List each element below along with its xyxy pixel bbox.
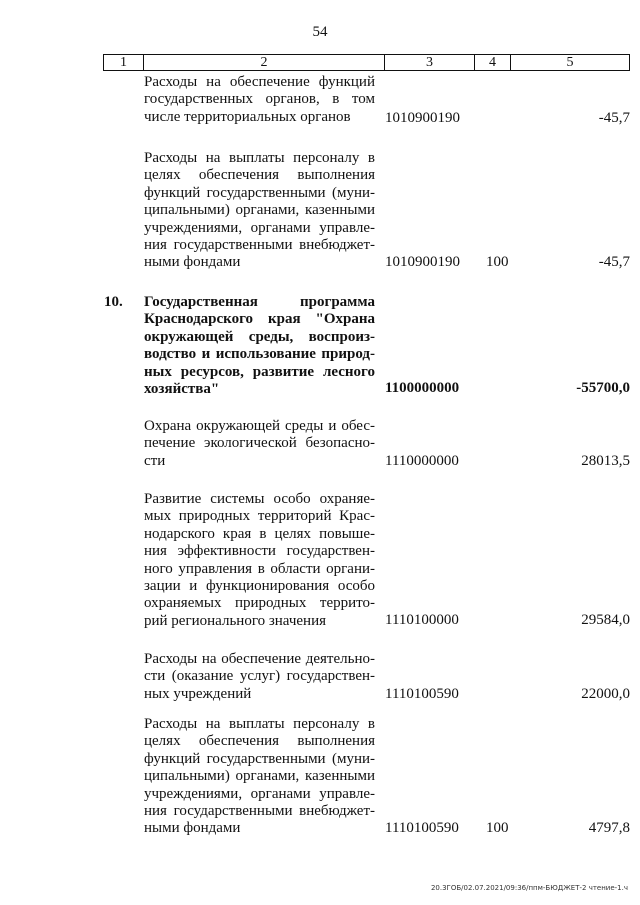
- row-description: Охрана окружающей среды и обес- печение экологической безопасно- сти: [144, 418, 375, 469]
- page-number: 54: [312, 24, 328, 40]
- row-code: 1110100000: [385, 612, 459, 628]
- row-description: Расходы на выплаты персоналу в целях обеспечения выполнения функций государственными (муни- ципальными) органами, казенными учреждениями, органами управле- ния государственными внебюджет- ными фондами: [144, 716, 375, 837]
- row-amount: 28013,5: [581, 453, 630, 469]
- row-amount: 4797,8: [588, 820, 630, 836]
- row-code: 1010900190: [385, 110, 460, 126]
- row-code: 1100000000: [385, 380, 460, 396]
- row-amount: -45,7: [598, 110, 630, 126]
- column-header-1: 1: [104, 55, 144, 70]
- row-type: 100: [486, 254, 509, 270]
- row-type: 100: [486, 820, 509, 836]
- row-description: Расходы на выплаты персоналу в целях обеспечения выполнения функций государственными (муни- ципальными) органами, казенными учреждениями, органами управле- ния государственными внебюджет- ными фондами: [144, 150, 375, 271]
- column-header-row: [103, 54, 630, 71]
- row-code: 1110100590: [385, 820, 459, 836]
- row-amount: -45,7: [598, 254, 630, 270]
- row-number: 10.: [104, 294, 123, 310]
- document-footer-code: 20.3ГОБ/02.07.2021/09:36/ппм-БЮДЖЕТ-2 чтение-1.ч: [430, 884, 628, 892]
- row-code: 1010900190: [385, 254, 460, 270]
- column-header-2: 2: [144, 55, 385, 70]
- row-description: Расходы на обеспечение функций государственных органов, в том числе территориальных органов: [144, 74, 375, 125]
- row-description: Развитие системы особо охраняе- мых природных территорий Крас- нодарского края в целях повыше- ния эффективности государствен- ного управления в области органи- зации и функционирования особо охраняемых природных террито- рий регионального значения: [144, 491, 375, 629]
- column-header-4: 4: [475, 55, 511, 70]
- row-code: 1110000000: [385, 453, 459, 469]
- row-description: Государственная программа Краснодарского края "Охрана окружающей среды, воспроиз- водство и использование природ- ных ресурсов, развитие лесного хозяйства": [144, 294, 375, 398]
- column-header-3: 3: [385, 55, 475, 70]
- row-amount: -55700,0: [576, 380, 630, 396]
- row-description: Расходы на обеспечение деятельно- сти (оказание услуг) государствен- ных учреждений: [144, 651, 375, 702]
- column-header-5: 5: [566, 55, 574, 70]
- row-amount: 22000,0: [581, 686, 630, 702]
- row-code: 1110100590: [385, 686, 459, 702]
- row-amount: 29584,0: [581, 612, 630, 628]
